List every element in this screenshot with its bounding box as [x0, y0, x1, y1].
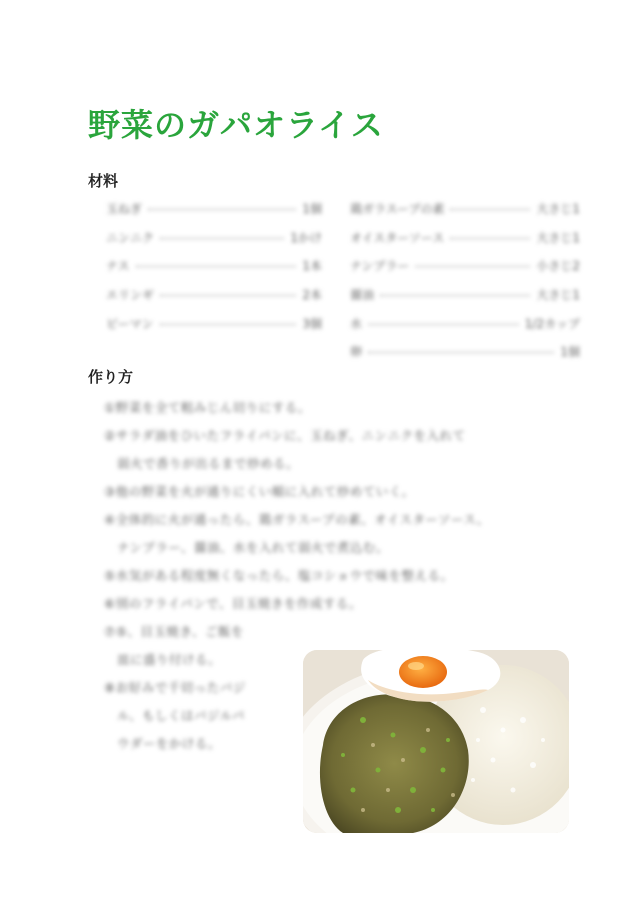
leader-dots	[450, 209, 530, 210]
ingredient-amount: 1個	[302, 202, 322, 216]
leader-dots	[368, 352, 554, 353]
ingredient-name: ニンニク	[106, 231, 155, 245]
ingredient-row	[106, 229, 322, 246]
leader-dots	[368, 324, 519, 325]
leader-dots	[160, 295, 296, 296]
ingredient-amount: 2本	[302, 288, 322, 302]
ingredient-row	[350, 257, 580, 274]
ingredient-name: ピーマン	[106, 317, 154, 331]
leader-dots	[136, 266, 297, 267]
ingredient-row	[106, 200, 322, 217]
step-line: ウダーをかける。	[104, 736, 221, 751]
ingredients-heading: 材料	[88, 172, 119, 190]
step-line: ⑥別のフライパンで、目玉焼きを作成する。	[104, 596, 362, 611]
dish-illustration	[303, 650, 569, 833]
ingredient-row	[106, 315, 322, 332]
ingredient-amount: 大さじ1	[536, 202, 580, 216]
ingredient-row	[350, 229, 580, 246]
step-line: 弱火で香りが出るまで炒める。	[104, 456, 300, 471]
ingredient-amount: 1本	[302, 259, 322, 273]
ingredient-row	[106, 286, 322, 303]
ingredient-amount: 小さじ2	[536, 259, 580, 273]
recipe-title: 野菜のガパオライス	[88, 106, 384, 144]
leader-dots	[450, 238, 530, 239]
ingredient-row	[350, 286, 580, 303]
ingredient-row	[106, 257, 322, 274]
ingredient-amount: 1/2カップ	[524, 317, 580, 331]
leader-dots	[380, 295, 530, 296]
ingredient-amount: 大さじ1	[536, 231, 580, 245]
ingredient-name: エリンギ	[106, 288, 155, 302]
ingredient-amount: 1かけ	[290, 231, 322, 245]
step-line: ④全体的に火が通ったら、鶏ガラスープの素、オイスターソース、	[104, 512, 490, 527]
ingredient-name: ナンプラー	[350, 259, 410, 273]
step-line: ②サラダ油をひいたフライパンに、玉ねぎ、ニンニクを入れて	[104, 428, 466, 443]
ingredient-name: 卵	[350, 345, 363, 359]
ingredient-amount: 1個	[560, 345, 580, 359]
method-heading: 作り方	[88, 368, 134, 386]
step-line: ①野菜を全て粗みじん切りにする。	[104, 400, 311, 415]
ingredient-name: ナス	[106, 259, 130, 273]
leader-dots	[160, 324, 297, 325]
leader-dots	[415, 266, 530, 267]
step-line: ③他の野菜を火が通りにくい順に入れて炒めていく。	[104, 484, 415, 499]
step-line: ⑦⑤、目玉焼き、ご飯を	[104, 624, 244, 639]
ingredient-row	[350, 343, 580, 360]
dish-photo	[303, 650, 569, 833]
step-line: 皿に盛り付ける。	[104, 652, 222, 667]
step-line: ⑤水気がある程度無くなったら、塩コショウで味を整える。	[104, 568, 454, 583]
ingredient-name: 鶏ガラスープの素	[350, 202, 445, 216]
ingredient-name: オイスターソース	[350, 231, 445, 245]
ingredient-name: 玉ねぎ	[106, 202, 143, 216]
ingredient-name: 水	[350, 317, 363, 331]
ingredient-name: 醤油	[350, 288, 375, 302]
ingredient-amount: 3個	[302, 317, 322, 331]
leader-dots	[160, 238, 284, 239]
ingredient-amount: 大さじ1	[536, 288, 580, 302]
step-line: ⑧お好みで千切ったバジ	[104, 680, 246, 695]
step-line: ナンプラー、醤油、水を入れて弱火で煮込む。	[104, 540, 389, 555]
ingredient-row	[350, 315, 580, 332]
ingredient-row	[350, 200, 580, 217]
step-line: ル、もしくはバジルパ	[104, 708, 245, 723]
leader-dots	[148, 209, 296, 210]
